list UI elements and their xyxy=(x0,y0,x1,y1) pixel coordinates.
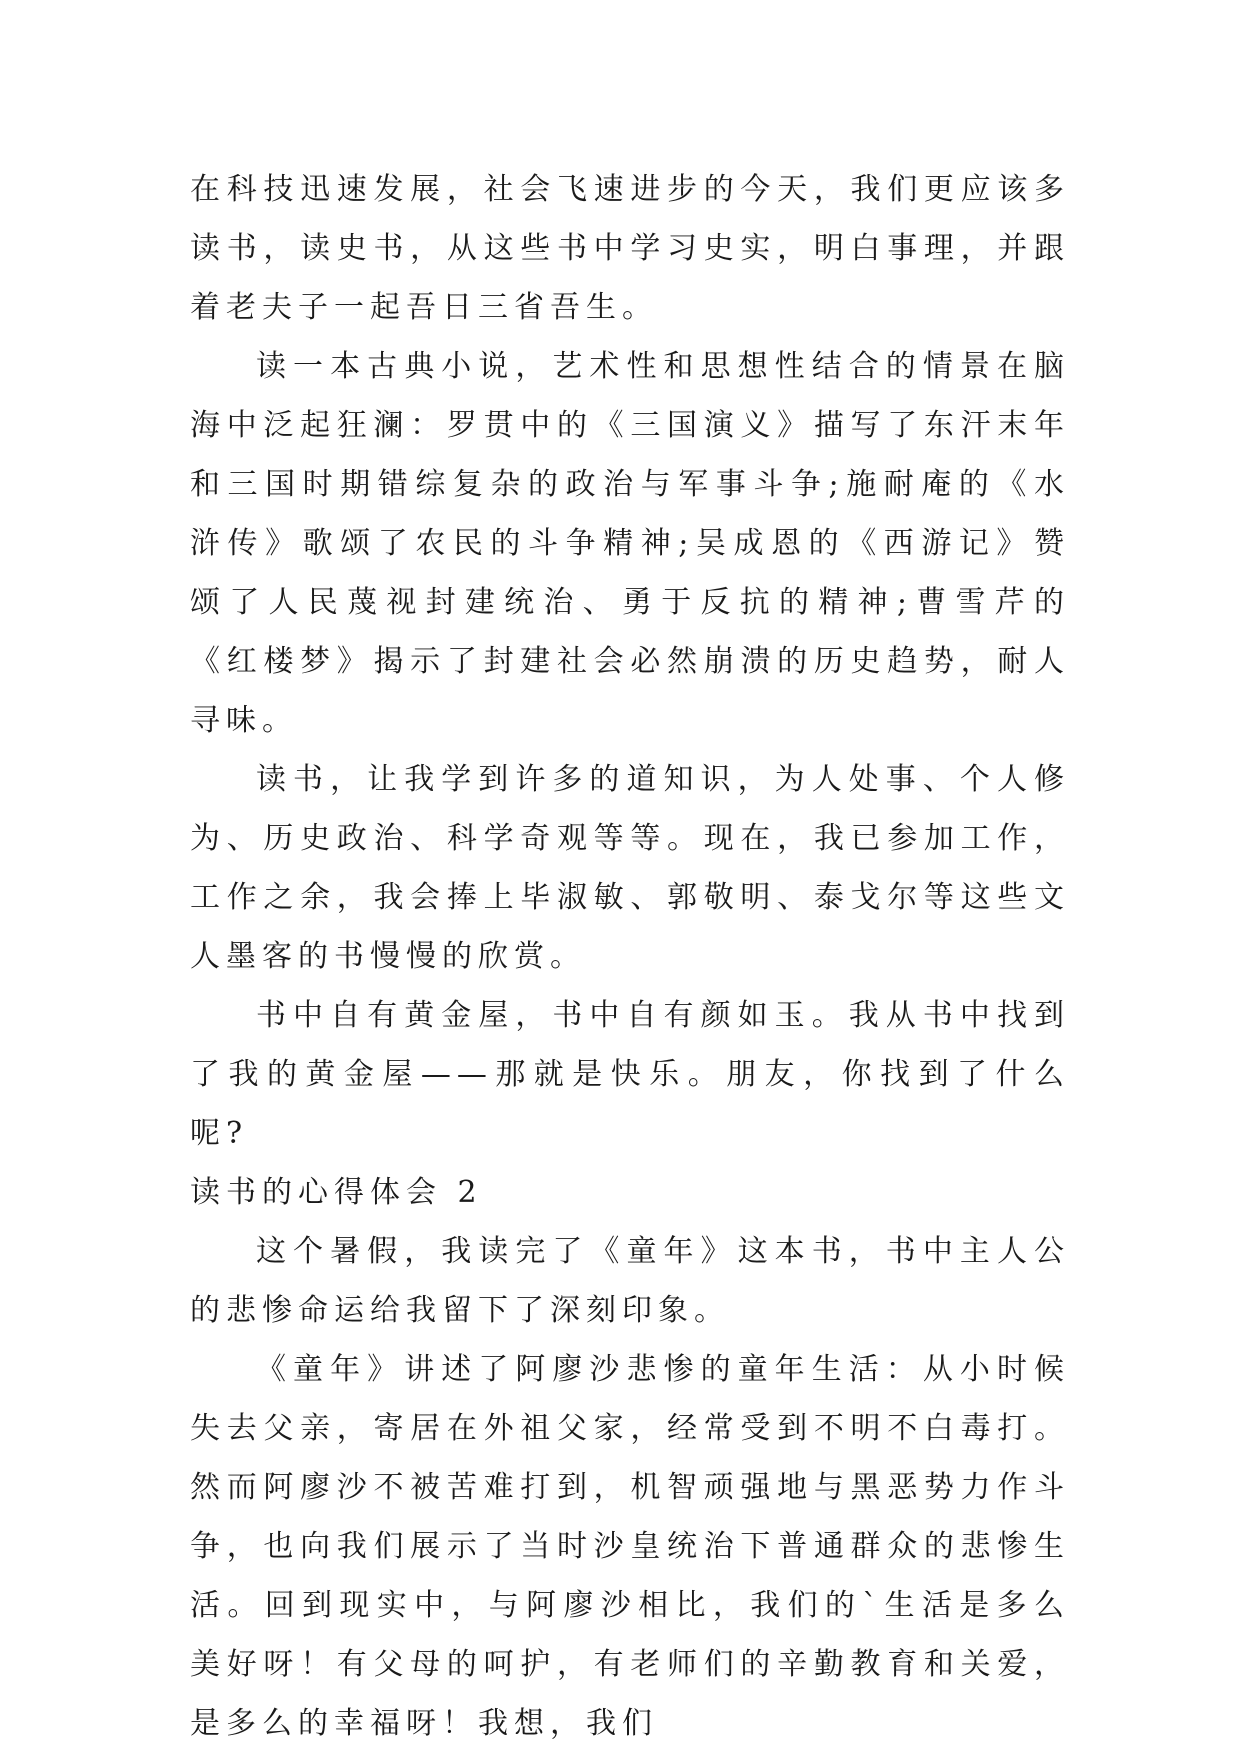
paragraph: 在科技迅速发展，社会飞速进步的今天，我们更应该多读书，读史书，从这些书中学习史实，明白事理，并跟着老夫子一起吾日三省吾生。 xyxy=(190,172,1070,325)
paragraph: 书中自有黄金屋，书中自有颜如玉。我从书中找到了我的黄金屋——那就是快乐。朋友，你找到了什么呢? xyxy=(190,998,1070,1151)
paragraph: 读书，让我学到许多的道知识，为人处事、个人修为、历史政治、科学奇观等等。现在，我已参加工作，工作之余，我会捧上毕淑敏、郭敬明、泰戈尔等这些文人墨客的书慢慢的欣赏。 xyxy=(190,762,1070,974)
section-heading: 读书的心得体会 2 xyxy=(190,1175,483,1210)
paragraph: 《童年》讲述了阿廖沙悲惨的童年生活：从小时候失去父亲，寄居在外祖父家，经常受到不明不白毒打。然而阿廖沙不被苦难打到，机智顽强地与黑恶势力作斗争，也向我们展示了当时沙皇统治下普通群众的悲惨生活。回到现实中，与阿廖沙相比，我们的`生活是多么美好呀！有父母的呵护，有老师们的辛勤教育和关爱，是多么的幸福呀！我想，我们 xyxy=(190,1352,1070,1741)
paragraph: 读一本古典小说，艺术性和思想性结合的情景在脑海中泛起狂澜：罗贯中的《三国演义》描写了东汗末年和三国时期错综复杂的政治与军事斗争;施耐庵的《水浒传》歌颂了农民的斗争精神;吴成恩的《西游记》赞颂了人民蔑视封建统治、勇于反抗的精神;曹雪芹的《红楼梦》揭示了封建社会必然崩溃的历史趋势，耐人寻味。 xyxy=(190,349,1070,738)
paragraph: 这个暑假，我读完了《童年》这本书，书中主人公的悲惨命运给我留下了深刻印象。 xyxy=(190,1234,1070,1328)
document-body xyxy=(190,160,1070,1753)
